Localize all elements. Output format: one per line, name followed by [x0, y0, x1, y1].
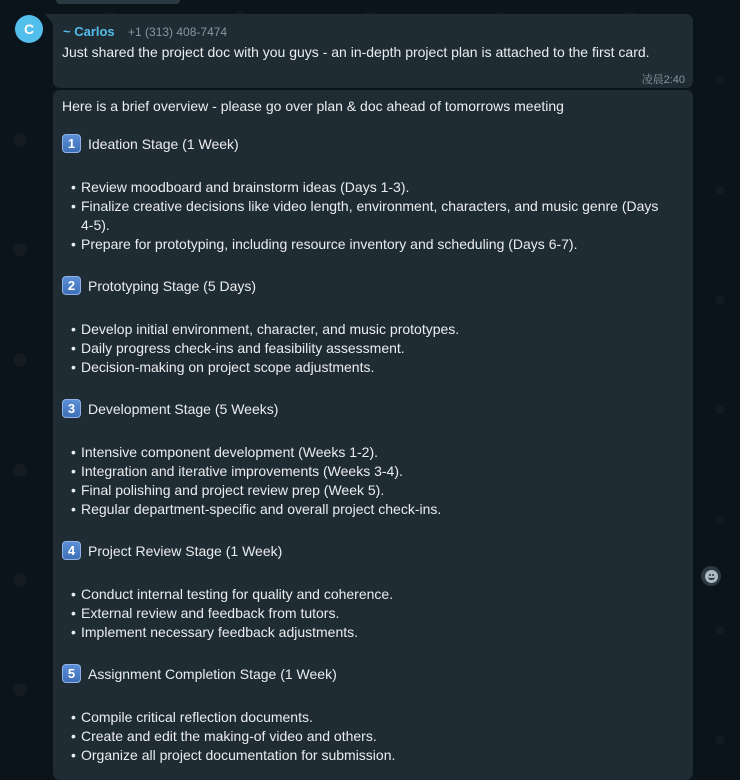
bullet-icon: • — [71, 747, 76, 763]
bullet-icon: • — [71, 340, 76, 356]
stage-heading — [62, 134, 239, 153]
keycap-number-icon: 5 — [62, 664, 81, 683]
sender-name[interactable]: ~ Carlos — [63, 24, 115, 39]
stage-title: Ideation Stage (1 Week) — [88, 135, 239, 152]
bullet-icon: • — [71, 501, 76, 517]
bubble-tail — [45, 14, 53, 24]
list-item: • Compile critical reflection documents. — [71, 709, 313, 725]
list-item: • External review and feedback from tutors. — [71, 605, 340, 621]
list-item: • Integration and iterative improvements (Weeks 3-4). — [71, 463, 403, 479]
message-timestamp: 凌晨2:40 — [641, 74, 685, 86]
stage-title: Project Review Stage (1 Week) — [88, 542, 283, 559]
stage-title: Development Stage (5 Weeks) — [88, 400, 279, 417]
list-item: • Finalize creative decisions like video length, environment, characters, and music genre (Days 4-5). — [71, 198, 659, 233]
bullet-icon: • — [71, 482, 76, 498]
stage-heading — [62, 399, 278, 418]
bullet-icon: • — [71, 359, 76, 375]
list-item: • Organize all project documentation for submission. — [71, 747, 396, 763]
bullet-icon: • — [71, 605, 76, 621]
stage-title: Assignment Completion Stage (1 Week) — [88, 665, 337, 682]
message-text: Just shared the project doc with you guys - an in-depth project plan is attached to the first card. — [62, 44, 650, 60]
list-item: • Create and edit the making-of video and others. — [71, 728, 377, 744]
bullet-icon: • — [71, 709, 76, 725]
keycap-number-icon: 3 — [62, 399, 81, 418]
message-bubble-1[interactable] — [53, 14, 693, 88]
stage-heading — [62, 664, 337, 683]
keycap-number-icon: 2 — [62, 276, 81, 295]
bullet-icon: • — [71, 624, 76, 640]
stage-title: Prototyping Stage (5 Days) — [88, 277, 257, 294]
list-item: • Regular department-specific and overall project check-ins. — [71, 501, 442, 517]
keycap-number-icon: 1 — [62, 134, 81, 153]
bullet-icon: • — [71, 198, 76, 214]
bullet-icon: • — [71, 463, 76, 479]
bullet-icon: • — [71, 321, 76, 337]
list-item: • Prepare for prototyping, including resource inventory and scheduling (Days 6-7). — [71, 236, 578, 252]
list-item: • Conduct internal testing for quality and coherence. — [71, 586, 394, 602]
reaction-button[interactable] — [701, 566, 721, 586]
bullet-icon: • — [71, 586, 76, 602]
list-item: • Intensive component development (Weeks 1-2). — [71, 444, 379, 460]
stage-heading — [62, 276, 256, 295]
list-item: • Develop initial environment, character, and music prototypes. — [71, 321, 460, 337]
sender-avatar[interactable]: C — [15, 15, 43, 43]
list-item: • Daily progress check-ins and feasibility assessment. — [71, 340, 405, 356]
bullet-icon: • — [71, 236, 76, 252]
bullet-icon: • — [71, 728, 76, 744]
message-intro: Here is a brief overview - please go over plan & doc ahead of tomorrows meeting — [62, 98, 564, 114]
sender-phone: +1 (313) 408-7474 — [128, 25, 228, 39]
bullet-icon: • — [71, 444, 76, 460]
message-bubble-2[interactable] — [53, 90, 693, 780]
list-item: • Implement necessary feedback adjustments. — [71, 624, 359, 640]
emoji-smile-icon — [705, 570, 718, 583]
list-item: • Review moodboard and brainstorm ideas (Days 1-3). — [71, 179, 410, 195]
list-item: • Final polishing and project review prep (Week 5). — [71, 482, 385, 498]
keycap-number-icon: 4 — [62, 541, 81, 560]
stage-heading — [62, 541, 282, 560]
list-item: • Decision-making on project scope adjustments. — [71, 359, 375, 375]
sender-row — [63, 24, 227, 39]
bullet-icon: • — [71, 179, 76, 195]
previous-message-edge — [56, 0, 180, 4]
